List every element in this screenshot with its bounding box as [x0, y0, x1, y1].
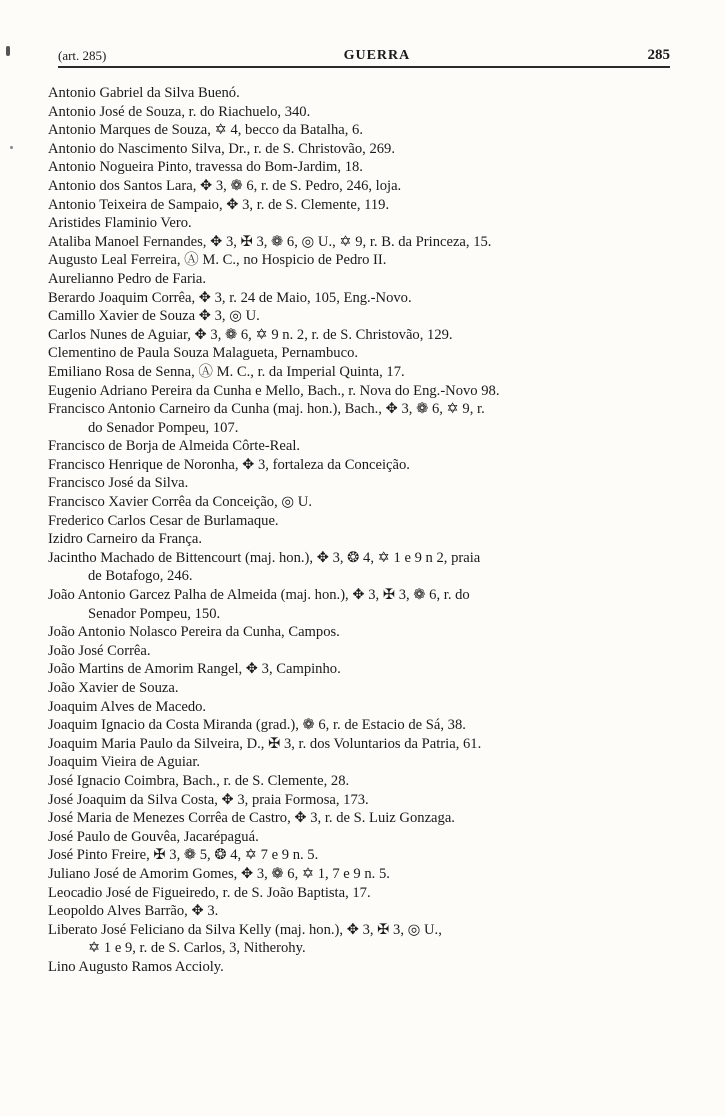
list-item — [48, 400, 688, 437]
list-item — [48, 846, 688, 865]
list-item — [48, 549, 688, 586]
entry-text: João José Corrêa. — [48, 642, 151, 659]
entry-text: Joaquim Vieira de Aguiar. — [48, 754, 201, 771]
ink-blot — [6, 46, 10, 56]
entry-text: Ataliba Manoel Fernandes, ✥ 3, ✠ 3, ❁ 6, ◎ U., ✡ 9, r. B. da Princeza, 15. — [48, 233, 492, 250]
list-item — [48, 716, 688, 735]
entry-text: Emiliano Rosa de Senna, Ⓐ M. C., r. da Imperial Quinta, 17. — [48, 363, 405, 380]
list-item — [48, 326, 688, 345]
entry-text: Berardo Joaquim Corrêa, ✥ 3, r. 24 de Maio, 105, Eng.-Novo. — [48, 289, 412, 306]
list-item — [48, 493, 688, 512]
list-item — [48, 809, 688, 828]
list-item — [48, 84, 688, 103]
list-item — [48, 660, 688, 679]
list-item — [48, 772, 688, 791]
entry-text: João Antonio Nolasco Pereira da Cunha, Campos. — [48, 624, 340, 641]
list-item — [48, 233, 688, 252]
list-item — [48, 140, 688, 159]
list-item — [48, 158, 688, 177]
list-item — [48, 958, 688, 977]
list-item — [48, 902, 688, 921]
entry-text: Aristides Flaminio Vero. — [48, 215, 192, 232]
entry-text: Leocadio José de Figueiredo, r. de S. João Baptista, 17. — [48, 884, 371, 901]
list-item — [48, 735, 688, 754]
entry-text: Liberato José Feliciano da Silva Kelly (maj. hon.), ✥ 3, ✠ 3, ◎ U., — [48, 921, 442, 938]
entry-continuation: de Botafogo, 246. — [88, 568, 193, 585]
entry-text: Carlos Nunes de Aguiar, ✥ 3, ❁ 6, ✡ 9 n. 2, r. de S. Christovão, 129. — [48, 326, 453, 343]
entry-continuation: do Senador Pompeu, 107. — [88, 419, 239, 436]
list-item — [48, 196, 688, 215]
entry-text: José Joaquim da Silva Costa, ✥ 3, praia Formosa, 173. — [48, 791, 369, 808]
entry-text: Antonio Nogueira Pinto, travessa do Bom-Jardim, 18. — [48, 159, 363, 176]
list-item — [48, 251, 688, 270]
list-item — [48, 623, 688, 642]
entry-text: Antonio dos Santos Lara, ✥ 3, ❁ 6, r. de S. Pedro, 246, loja. — [48, 177, 402, 194]
entry-text: Francisco Antonio Carneiro da Cunha (maj. hon.), Bach., ✥ 3, ❁ 6, ✡ 9, r. — [48, 401, 485, 418]
list-item — [48, 828, 688, 847]
list-item — [48, 456, 688, 475]
list-item — [48, 512, 688, 531]
list-item — [48, 642, 688, 661]
entry-text: Lino Augusto Ramos Accioly. — [48, 958, 224, 975]
entry-text: Francisco Henrique de Noronha, ✥ 3, fortaleza da Conceição. — [48, 456, 410, 473]
entry-text: Izidro Carneiro da França. — [48, 531, 202, 548]
entry-text: Clementino de Paula Souza Malagueta, Pernambuco. — [48, 345, 359, 362]
list-item — [48, 382, 688, 401]
list-item — [48, 363, 688, 382]
list-item — [48, 921, 688, 958]
entry-text: Antonio do Nascimento Silva, Dr., r. de S. Christovão, 269. — [48, 140, 395, 157]
list-item — [48, 474, 688, 493]
entry-text: Jacintho Machado de Bittencourt (maj. hon.), ✥ 3, ❂ 4, ✡ 1 e 9 n 2, praia — [48, 549, 481, 566]
page-number: 285 — [647, 47, 670, 63]
list-item — [48, 437, 688, 456]
entry-text: Frederico Carlos Cesar de Burlamaque. — [48, 512, 279, 529]
entry-text: Juliano José de Amorim Gomes, ✥ 3, ❁ 6, ✡ 1, 7 e 9 n. 5. — [48, 865, 390, 882]
entry-list — [48, 84, 688, 977]
entry-text: João Xavier de Souza. — [48, 680, 179, 696]
entry-text: José Paulo de Gouvêa, Jacarépaguá. — [48, 828, 259, 845]
entry-text: José Ignacio Coimbra, Bach., r. de S. Clemente, 28. — [48, 772, 350, 789]
entry-text: Francisco Xavier Corrêa da Conceição, ◎ U. — [48, 494, 312, 511]
list-item — [48, 344, 688, 363]
entry-text: José Maria de Menezes Corrêa de Castro, ✥ 3, r. de S. Luiz Gonzaga. — [48, 810, 455, 827]
entry-text: Francisco de Borja de Almeida Côrte-Real. — [48, 438, 301, 455]
section-title: GUERRA — [343, 48, 411, 63]
entry-text: Antonio José de Souza, r. do Riachuelo, 340. — [48, 103, 311, 120]
entry-text: Augusto Leal Ferreira, Ⓐ M. C., no Hospicio de Pedro II. — [48, 252, 387, 269]
list-item — [48, 103, 688, 122]
ink-speck — [10, 146, 13, 149]
list-item — [48, 865, 688, 884]
list-item — [48, 753, 688, 772]
list-item — [48, 270, 688, 289]
entry-continuation: ✡ 1 e 9, r. de S. Carlos, 3, Nitherohy. — [88, 940, 306, 957]
entry-continuation: Senador Pompeu, 150. — [88, 605, 221, 622]
list-item — [48, 214, 688, 233]
entry-text: Francisco José da Silva. — [48, 475, 189, 492]
entry-text: Antonio Gabriel da Silva Buenó. — [48, 85, 240, 101]
list-item — [48, 791, 688, 810]
list-item — [48, 586, 688, 623]
list-item — [48, 698, 688, 717]
list-item — [48, 884, 688, 903]
entry-text: Camillo Xavier de Souza ✥ 3, ◎ U. — [48, 308, 260, 325]
entry-text: Eugenio Adriano Pereira da Cunha e Mello, Bach., r. Nova do Eng.-Novo 98. — [48, 382, 500, 399]
entry-text: João Martins de Amorim Rangel, ✥ 3, Campinho. — [48, 661, 341, 678]
entry-text: José Pinto Freire, ✠ 3, ❁ 5, ❂ 4, ✡ 7 e 9 n. 5. — [48, 847, 319, 864]
entry-text: João Antonio Garcez Palha de Almeida (maj. hon.), ✥ 3, ✠ 3, ❁ 6, r. do — [48, 587, 470, 604]
list-item — [48, 530, 688, 549]
list-item — [48, 289, 688, 308]
list-item — [48, 121, 688, 140]
list-item — [48, 307, 688, 326]
page-header — [58, 38, 670, 68]
entry-text: Joaquim Maria Paulo da Silveira, D., ✠ 3, r. dos Voluntarios da Patria, 61. — [48, 735, 482, 752]
entry-text: Aurelianno Pedro de Faria. — [48, 270, 207, 287]
entry-text: Leopoldo Alves Barrão, ✥ 3. — [48, 903, 219, 920]
entry-text: Antonio Teixeira de Sampaio, ✥ 3, r. de S. Clemente, 119. — [48, 196, 390, 213]
entry-text: Joaquim Ignacio da Costa Miranda (grad.), ❁ 6, r. de Estacio de Sá, 38. — [48, 717, 466, 734]
list-item — [48, 177, 688, 196]
entry-text: Joaquim Alves de Macedo. — [48, 698, 207, 715]
entry-text: Antonio Marques de Souza, ✡ 4, becco da Batalha, 6. — [48, 122, 363, 139]
list-item — [48, 679, 688, 698]
article-reference: (art. 285) — [58, 48, 107, 63]
